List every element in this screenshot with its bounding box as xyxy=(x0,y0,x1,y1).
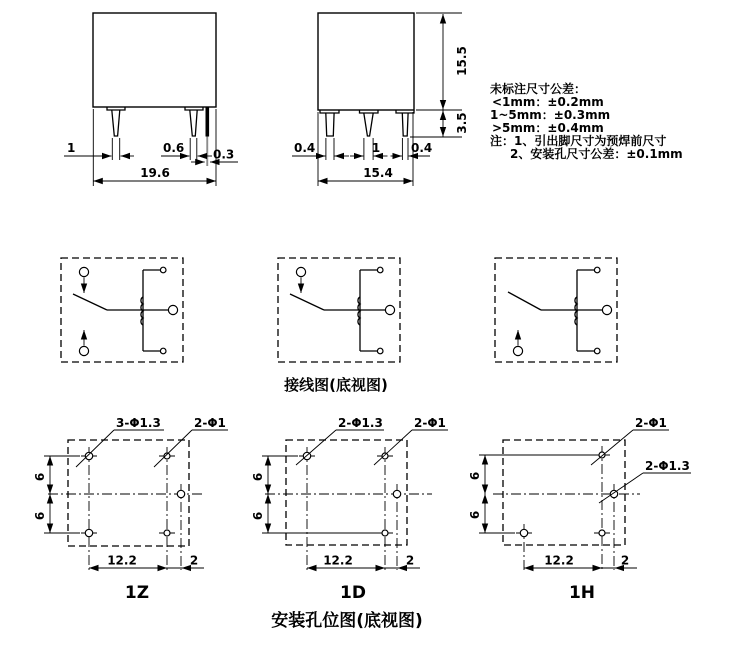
variant-label: 1H xyxy=(568,583,596,603)
mounting-hole-small xyxy=(382,530,388,536)
hole-label-big: 2-Φ1.3 xyxy=(645,459,690,473)
relay-front-view xyxy=(64,13,238,186)
dim-pin-mid-width: 1 xyxy=(371,141,381,155)
relay-body-outline xyxy=(93,13,216,107)
dim-2: 2 xyxy=(405,553,415,568)
dim-pin-left-width: 0.4 xyxy=(294,141,316,155)
dim-6-upper: 6 xyxy=(33,472,47,482)
centerlines xyxy=(493,446,640,570)
hole-label-small: 2-Φ1 xyxy=(194,416,226,430)
mounting-hole-big xyxy=(85,452,92,459)
terminal-nc xyxy=(296,267,305,276)
dim-6-upper: 6 xyxy=(251,472,265,482)
mounting-diagram-1d xyxy=(251,416,448,603)
variant-label: 1D xyxy=(340,583,366,603)
relay-body-outline xyxy=(318,13,414,110)
note-title: 未标注尺寸公差： xyxy=(490,82,587,96)
hole-label-small: 2-Φ1 xyxy=(414,416,446,430)
hole-label-big: 3-Φ1.3 xyxy=(116,416,161,430)
dim-6-upper: 6 xyxy=(468,471,482,481)
dim-pin1-width: 1 xyxy=(67,141,76,155)
wiring-caption: 接线图(底视图) xyxy=(284,376,388,394)
flat-pin xyxy=(206,107,210,137)
hole-callouts xyxy=(591,416,691,503)
mounting-diagram-1h xyxy=(468,416,691,603)
wires xyxy=(541,270,602,351)
switch-lever xyxy=(73,294,107,310)
terminal-coil-top xyxy=(377,267,383,273)
dim-2: 2 xyxy=(189,553,199,568)
relay-pins xyxy=(320,110,414,136)
mounting-caption: 安装孔位图(底视图) xyxy=(271,611,423,631)
mounting-hole-small xyxy=(599,530,605,536)
dim-pin3-width: 0.3 xyxy=(213,147,235,162)
terminal-nc xyxy=(79,267,88,276)
hole-label-small: 2-Φ1 xyxy=(635,416,667,430)
dim-2: 2 xyxy=(620,553,630,568)
note-1: 注：1、引出脚尺寸为预焊前尺寸 xyxy=(490,134,667,148)
dim-12-2: 12.2 xyxy=(107,553,137,568)
dim-body-width: 19.6 xyxy=(140,166,170,180)
hole-callouts xyxy=(76,416,228,467)
mounting-hole-big xyxy=(393,490,400,497)
terminal-common xyxy=(385,305,394,314)
relay-side-view xyxy=(292,13,469,186)
flat-pin-lower xyxy=(206,137,208,167)
relay-pins xyxy=(107,107,209,166)
mounting-hole-small xyxy=(164,530,170,536)
tolerance-notes xyxy=(490,81,683,161)
terminal-coil-top xyxy=(594,267,600,273)
terminal-common xyxy=(168,305,177,314)
dim-12-2: 12.2 xyxy=(544,553,574,568)
dim-body-width: 15.4 xyxy=(363,166,393,180)
dim-6-lower: 6 xyxy=(33,511,47,521)
mounting-hole-big xyxy=(177,490,184,497)
terminal-coil-bottom xyxy=(160,348,166,354)
dim-12-2: 12.2 xyxy=(323,553,353,568)
terminal-coil-top xyxy=(160,267,166,273)
terminal-no xyxy=(79,346,88,355)
dim-6-lower: 6 xyxy=(468,510,482,520)
hole-label-big: 2-Φ1.3 xyxy=(338,416,383,430)
wiring-diagram-1d xyxy=(278,258,400,362)
terminal-no xyxy=(513,346,522,355)
wiring-diagram-1z xyxy=(61,258,183,362)
wires xyxy=(107,270,168,351)
hole-callouts xyxy=(296,416,448,465)
mounting-hole-big xyxy=(85,529,92,536)
terminal-common xyxy=(602,305,611,314)
dim-pin-right-width: 0.4 xyxy=(411,141,433,155)
switch-lever xyxy=(508,292,541,310)
note-tol-gt5: >5mm：±0.4mm xyxy=(492,121,604,135)
dim-pin-length: 3.5 xyxy=(455,112,469,134)
terminal-coil-bottom xyxy=(377,348,383,354)
mounting-diagram-1z xyxy=(33,416,228,603)
terminal-coil-bottom xyxy=(594,348,600,354)
dim-6-lower: 6 xyxy=(251,511,265,521)
dim-pin2-width: 0.6 xyxy=(163,141,185,155)
centerlines xyxy=(48,447,205,570)
mounting-hole-big xyxy=(520,529,527,536)
variant-label: 1Z xyxy=(124,583,150,603)
note-tol-lt1: <1mm：±0.2mm xyxy=(492,95,604,109)
dim-body-height: 15.5 xyxy=(455,46,469,76)
wiring-diagram-1h xyxy=(495,258,617,362)
note-tol-1to5: 1~5mm：±0.3mm xyxy=(490,108,611,122)
note-2: 2、安装孔尺寸公差：±0.1mm xyxy=(510,147,683,161)
wires xyxy=(324,270,385,351)
diagram-border xyxy=(503,440,625,545)
switch-lever xyxy=(290,294,324,310)
mounting-hole-small xyxy=(382,453,388,459)
